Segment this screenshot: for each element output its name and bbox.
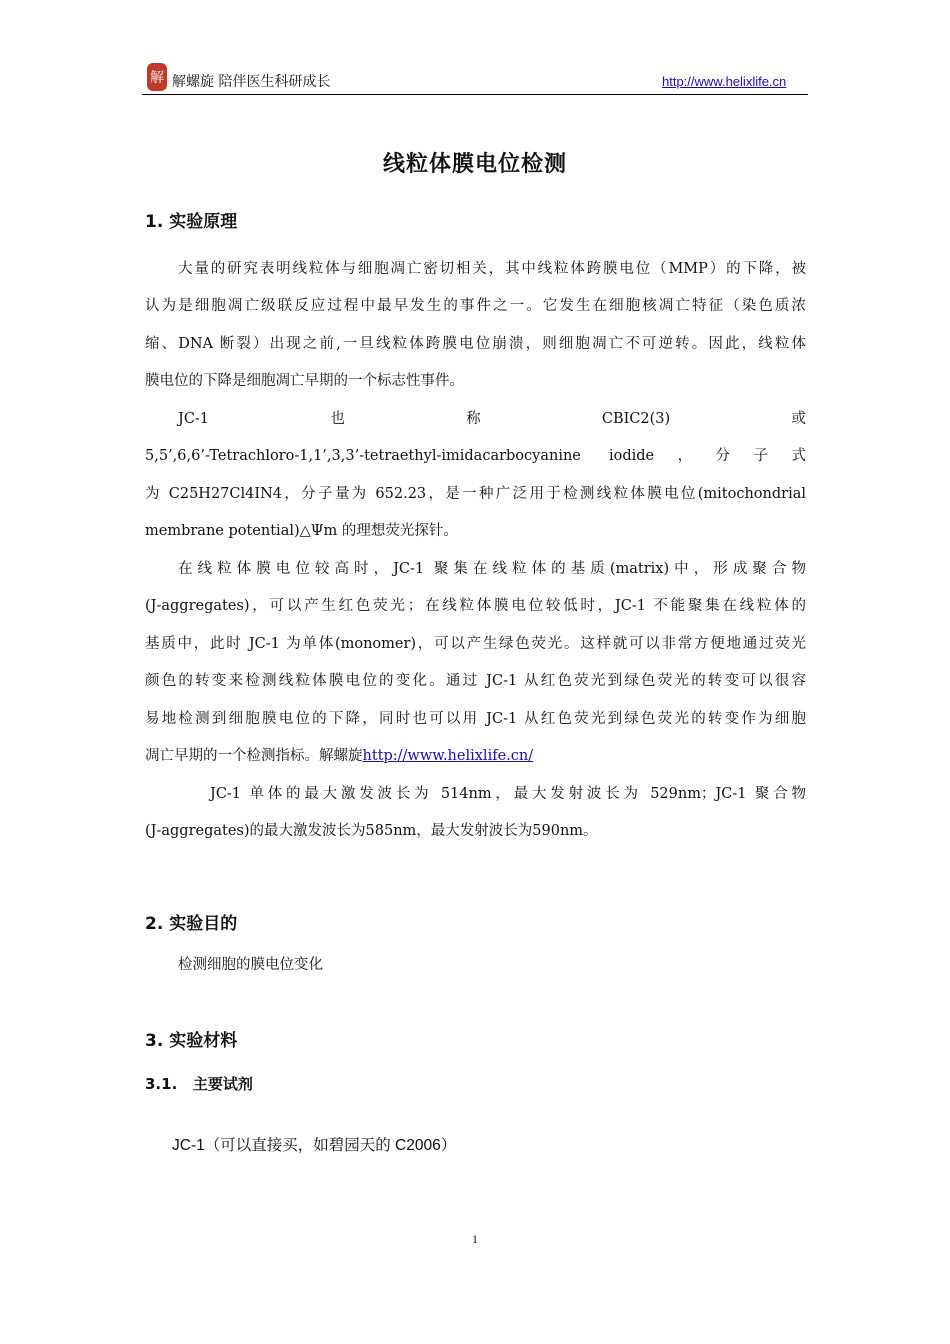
para2-word-1: JC-1 <box>178 411 210 427</box>
para2-word-4: CBIC2(3) <box>601 411 671 427</box>
para2-word-2: 也 <box>330 411 345 427</box>
reagent-item: JC-1（可以直接买，如碧园天的 C2006） <box>172 1137 457 1154</box>
section-3-heading: 3. 实验材料 <box>145 1031 238 1051</box>
header-divider <box>142 94 808 95</box>
para4-line-1: JC-1 单体的最大激发波长为 514nm，最大发射波长为 529nm；JC-1 聚合物 <box>210 786 806 802</box>
helixlife-logo-icon <box>146 62 168 92</box>
para4-line-2: (J-aggregates)的最大激发波长为585nm，最大发射波长为590nm。 <box>145 823 598 839</box>
para2-word-3: 称 <box>466 411 481 427</box>
para3-line-3: 基质中，此时 JC-1 为单体(monomer)，可以产生绿色荧光。这样就可以非常方便地通过荧光 <box>145 636 806 652</box>
para3-line-2: (J-aggregates)，可以产生红色荧光；在线粒体膜电位较低时，JC-1 不能聚集在线粒体的 <box>145 598 806 614</box>
para1-line-4: 膜电位的下降是细胞凋亡早期的一个标志性事件。 <box>145 373 464 389</box>
para2-line-4: membrane potential)△Ψm 的理想荧光探针。 <box>145 523 458 539</box>
para1-line-2: 认为是细胞凋亡级联反应过程中最早发生的事件之一。它发生在细胞核凋亡特征（染色质浓 <box>145 298 806 314</box>
para3-line-6 <box>145 746 533 766</box>
para2-line-3: 为 C25H27Cl4IN4，分子量为 652.23，是一种广泛用于检测线粒体膜电位(mitochondrial <box>145 486 806 502</box>
logo-char: 解 <box>150 70 164 86</box>
para1-line-1: 大量的研究表明线粒体与细胞凋亡密切相关，其中线粒体跨膜电位（MMP）的下降，被 <box>178 261 806 277</box>
para3-line-4: 颜色的转变来检测线粒体膜电位的变化。通过 JC-1 从红色荧光到绿色荧光的转变可以很容 <box>145 673 806 689</box>
para1-line-3: 缩、DNA 断裂）出现之前,一旦线粒体跨膜电位崩溃，则细胞凋亡不可逆转。因此，线粒体 <box>145 336 806 352</box>
section-2-heading: 2. 实验目的 <box>145 914 238 934</box>
para3-last-text: 凋亡早期的一个检测指标。解螺旋 <box>145 748 363 764</box>
para2-line-1 <box>178 409 806 429</box>
para2-line-2: 5,5’,6,6’-Tetrachloro-1,1’,3,3’-tetraethyl-imidacarbocyanine iodide，分子式 <box>145 448 806 464</box>
page-number: 1 <box>472 1232 478 1246</box>
para3-helixlife-link[interactable]: http://www.helixlife.cn/ <box>362 748 534 764</box>
para2-word-5: 或 <box>791 411 806 427</box>
para3-line-1: 在线粒体膜电位较高时，JC-1 聚集在线粒体的基质(matrix)中，形成聚合物 <box>178 561 806 577</box>
section-1-heading: 1. 实验原理 <box>145 212 238 232</box>
page-title: 线粒体膜电位检测 <box>382 152 567 177</box>
brand-slogan: 解螺旋 陪伴医生科研成长 <box>172 74 331 90</box>
section-3-1-heading: 3.1. 主要试剂 <box>145 1075 253 1093</box>
header-site-link[interactable]: http://www.helixlife.cn <box>662 74 787 89</box>
para3-line-5: 易地检测到细胞膜电位的下降，同时也可以用 JC-1 从红色荧光到绿色荧光的转变作为细胞 <box>145 711 806 727</box>
section-2-text: 检测细胞的膜电位变化 <box>178 957 323 973</box>
